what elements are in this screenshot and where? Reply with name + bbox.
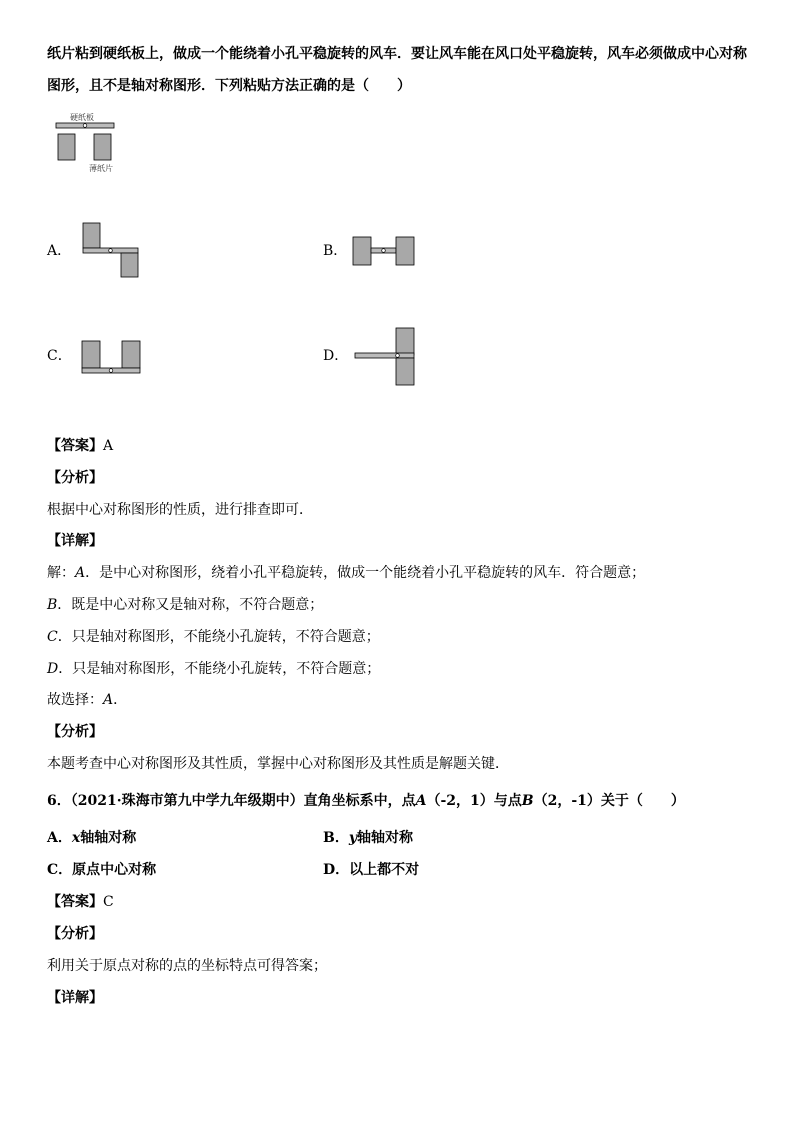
q6-option-b-var: y [348, 830, 357, 846]
q5-detail-c-letter: C [47, 629, 58, 645]
q5-figure-label-sheet: 薄纸片 [89, 164, 113, 173]
q5-answer-tag: 【答案】 [47, 438, 103, 454]
q6-coord-a: （-2，1）与点 [426, 793, 522, 809]
q5-stem-line1: 纸片粘到硬纸板上，做成一个能绕着小孔平稳旋转的风车．要让风车能在风口处平稳旋转，风车必须做成中心对称 [47, 46, 747, 62]
q6-coord-b: （2，-1）关于（ ） [533, 793, 685, 809]
q5-option-b-figure [351, 235, 417, 267]
q5-choice-letter: A [103, 692, 114, 708]
q6-stem [47, 791, 685, 811]
q5-analysis-text: 根据中心对称图形的性质，进行排查即可． [47, 502, 313, 518]
q5-detail-d-letter: D [47, 661, 59, 677]
q5-summary-tag: 【分析】 [47, 724, 103, 740]
q6-option-a [47, 828, 136, 848]
q5-detail-c [47, 627, 380, 647]
q6-detail-tag: 【详解】 [47, 990, 103, 1006]
q6-option-b-prefix: B． [323, 830, 349, 846]
q5-option-a-figure [80, 222, 142, 280]
q5-detail-b-letter: B [47, 597, 58, 613]
q5-detail-a-text: ．是中心对称图形，绕着小孔平稳旋转，做成一个能绕着小孔平稳旋转的风车．符合题意； [85, 565, 646, 581]
q6-option-a-text: 轴轴对称 [80, 830, 137, 846]
q6-option-c: C．原点中心对称 [47, 862, 157, 878]
q6-answer-tag: 【答案】 [47, 894, 103, 910]
q5-detail-c-text: ．只是轴对称图形，不能绕小孔旋转，不符合题意； [57, 629, 380, 645]
q5-stem-line2: 图形，且不是轴对称图形．下列粘贴方法正确的是（ ） [47, 78, 411, 94]
q6-point-a: A [415, 793, 427, 809]
q5-detail-b [47, 595, 323, 615]
q5-detail-a [47, 563, 645, 583]
q5-choice [47, 690, 127, 710]
q6-option-d: D．以上都不对 [323, 862, 420, 878]
q6-answer-value: C [103, 894, 114, 910]
q5-detail-tag: 【详解】 [47, 533, 103, 549]
q6-option-a-var: x [71, 830, 81, 846]
q5-option-c-label: C． [47, 348, 72, 364]
q5-choice-prefix: 故选择： [47, 692, 103, 708]
q5-option-d-label: D． [323, 348, 349, 364]
q5-answer-value: A [103, 438, 114, 454]
q5-detail-a-prefix: 解： [47, 565, 75, 581]
q5-answer-line [47, 436, 113, 456]
q6-analysis-text: 利用关于原点对称的点的坐标特点可得答案； [47, 958, 327, 974]
q6-point-b: B [521, 793, 534, 809]
q5-option-c-figure [80, 339, 144, 375]
q5-detail-d-text: ．只是轴对称图形，不能绕小孔旋转，不符合题意； [58, 661, 381, 677]
q5-option-a-label: A． [47, 243, 72, 259]
q6-analysis-tag: 【分析】 [47, 926, 103, 942]
q5-figure-label-board: 硬纸板 [70, 113, 94, 122]
q5-detail-b-text: ．既是中心对称又是轴对称，不符合题意； [57, 597, 324, 613]
q5-analysis-tag: 【分析】 [47, 470, 103, 486]
q6-option-b [323, 828, 413, 848]
q5-detail-d [47, 659, 380, 679]
q6-option-b-text: 轴轴对称 [356, 830, 413, 846]
q5-option-b-label: B． [323, 243, 348, 259]
q6-stem-pre: 6．（2021·珠海市第九中学九年级期中）直角坐标系中，点 [47, 793, 416, 809]
q5-detail-a-letter: A [75, 565, 86, 581]
q6-option-a-prefix: A． [47, 830, 72, 846]
q5-option-d-figure [352, 326, 418, 388]
q6-answer-line [47, 892, 114, 912]
q5-choice-suffix: ． [113, 692, 128, 708]
q5-summary-text: 本题考查中心对称图形及其性质，掌握中心对称图形及其性质是解题关键． [47, 756, 509, 772]
